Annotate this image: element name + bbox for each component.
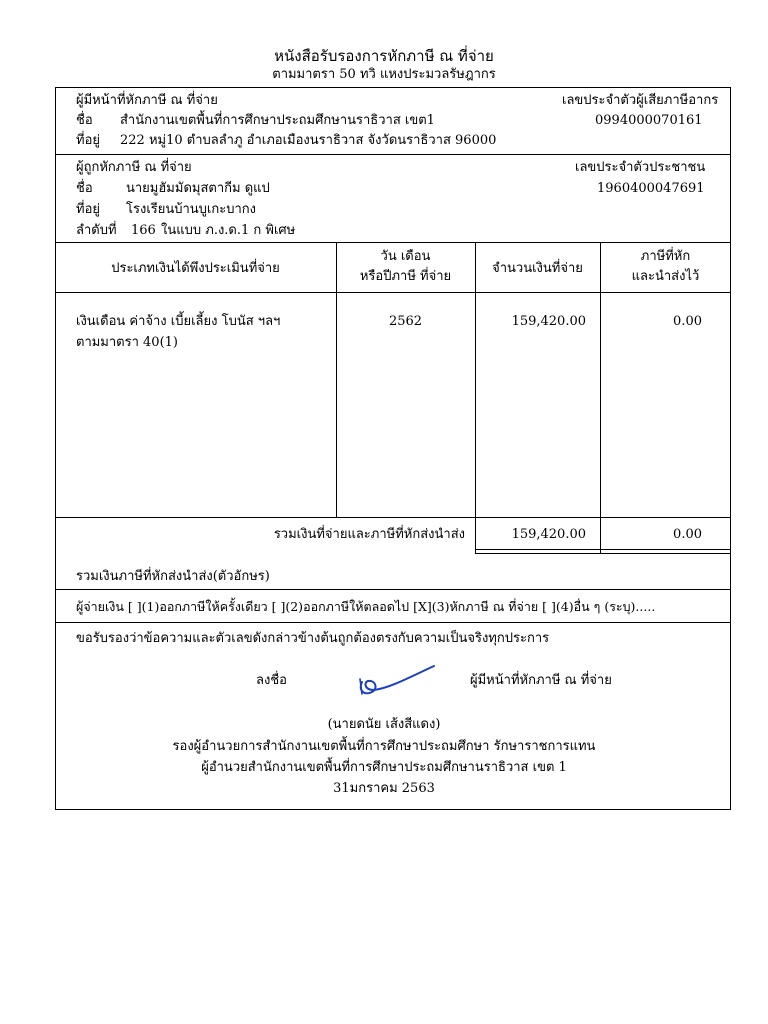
table-body-line xyxy=(55,517,731,518)
tax-year: 2562 xyxy=(388,314,423,329)
payee-name: นายมูฮัมมัดมุสตากีม ดูแป xyxy=(126,181,270,196)
signature-mark xyxy=(350,660,440,700)
total-amount: 159,420.00 xyxy=(511,527,586,542)
payee-name-label: ชื่อ xyxy=(76,181,93,196)
payer-taxid: 0994000070161 xyxy=(595,113,703,128)
table-header-line xyxy=(55,292,731,293)
income-type-line2: ตามมาตรา 40(1) xyxy=(76,335,178,350)
payer-taxid-label: เลขประจำตัวผู้เสียภาษีอากร xyxy=(562,93,719,108)
payee-seq: 166 xyxy=(131,223,156,238)
col-header-tax-line1: ภาษีที่หัก xyxy=(640,249,691,264)
col-header-date-line1: วัน เดือน xyxy=(380,249,431,264)
total-label: รวมเงินที่จ่ายและภาษีที่หักส่งนำส่ง xyxy=(273,527,465,542)
signer-role: ผู้มีหน้าที่หักภาษี ณ ที่จ่าย xyxy=(470,673,612,688)
payer-address: 222 หมู่10 ตำบลลำภู อำเภอเมืองนราธิวาส จังวัดนราธิวาส 96000 xyxy=(120,133,497,148)
payer-address-label: ที่อยู่ xyxy=(76,133,100,148)
amount-paid: 159,420.00 xyxy=(511,314,586,329)
payee-id-label: เลขประจำตัวประชาชน xyxy=(575,160,706,175)
certification-text: ขอรับรองว่าข้อความและตัวเลขดังกล่าวข้างต้นถูกต้องตรงกับความเป็นจริงทุกประการ xyxy=(76,631,550,646)
payer-heading: ผู้มีหน้าที่หักภาษี ณ ที่จ่าย xyxy=(76,93,218,108)
divider xyxy=(55,154,731,155)
payer-name-label: ชื่อ xyxy=(76,113,93,128)
payee-address-label: ที่อยู่ xyxy=(76,202,100,217)
payee-id: 1960400047691 xyxy=(597,181,705,196)
document-subtitle: ตามมาตรา 50 ทวิ แหงประมวลรัษฎากร xyxy=(272,67,496,82)
tax-in-words-label: รวมเงินภาษีที่หักส่งนำส่ง(ตัวอักษร) xyxy=(76,569,270,584)
sign-label: ลงชื่อ xyxy=(256,673,287,688)
payee-heading: ผู้ถูกหักภาษี ณ ที่จ่าย xyxy=(76,160,192,175)
table-top-line xyxy=(55,242,731,243)
payment-options: ผู้จ่ายเงิน [ ](1)ออกภาษีให้ครั้งเดียว [ ](2)ออกภาษีให้ตลอดไป [X](3)หักภาษี ณ ที่จ่าย [ ](4)อื่น ๆ (ระบุ)..... xyxy=(76,599,656,614)
signer-position-2: ผู้อำนวยสำนักงานเขตพื้นที่การศึกษาประถมศึกษานราธิวาส เขต 1 xyxy=(201,760,567,775)
income-type-line1: เงินเดือน ค่าจ้าง เบี้ยเลี้ยง โบนัส ฯลฯ xyxy=(76,314,281,329)
col-header-date-line2: หรือปีภาษี ที่จ่าย xyxy=(359,269,452,284)
document-title: หนังสือรับรองการหักภาษี ณ ที่จ่าย xyxy=(274,47,494,65)
divider xyxy=(55,622,731,623)
divider xyxy=(55,589,731,590)
total-tax: 0.00 xyxy=(673,527,702,542)
table-total-line xyxy=(475,549,731,550)
signer-position-1: รองผู้อำนวยการสำนักงานเขตพื้นที่การศึกษาประถมศึกษา รักษาราชการแทน xyxy=(172,739,596,754)
tax-withheld: 0.00 xyxy=(673,314,702,329)
col-header-tax-line2: และนำส่งไว้ xyxy=(631,269,700,284)
payee-seq-label: ลำดับที่ xyxy=(76,223,117,238)
col-header-amount: จำนวนเงินที่จ่าย xyxy=(492,261,583,276)
sign-date: 31มกราคม 2563 xyxy=(333,781,435,796)
payee-address: โรงเรียนบ้านบูเกะบากง xyxy=(126,202,256,217)
payee-form-text: ในแบบ ภ.ง.ด.1 ก พิเศษ xyxy=(161,223,296,238)
col-divider xyxy=(475,242,476,553)
payer-name: สำนักงานเขตพื้นที่การศึกษาประถมศึกษานราธิวาส เขต1 xyxy=(120,113,435,128)
col-header-income-type: ประเภทเงินได้พึงประเมินที่จ่าย xyxy=(111,261,280,276)
signer-name: (นายดนัย เส้งสีแดง) xyxy=(327,717,441,732)
col-divider xyxy=(600,242,601,553)
table-total-double-line xyxy=(475,553,731,554)
